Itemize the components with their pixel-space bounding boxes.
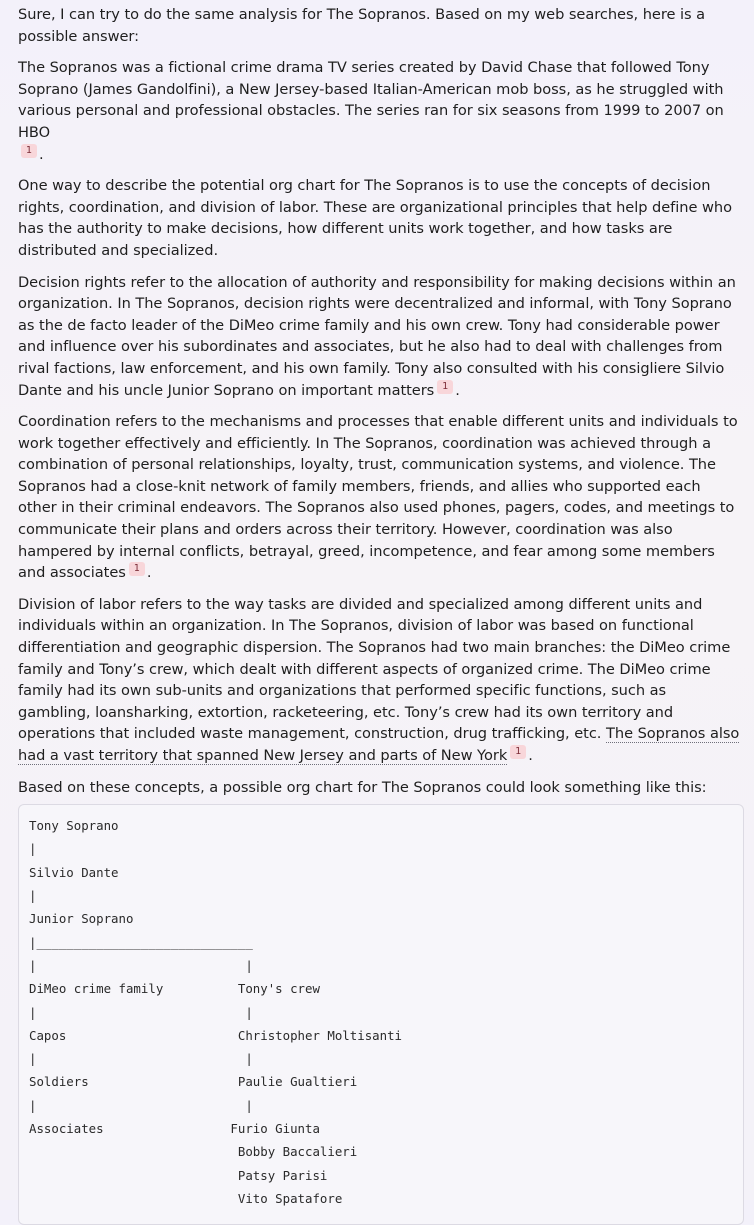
citation-badge[interactable]: 1	[129, 562, 145, 576]
concepts-paragraph: One way to describe the potential org chart for The Sopranos is to use the concepts of decision rights, coordination, and division of labor. These are organizational principles that help define who has the authority to make decisions, how different units work together, and how tasks are distributed and specialized.	[18, 177, 732, 259]
code-line: Associates Furio Giunta	[29, 1121, 320, 1137]
division-of-labor-paragraph	[18, 594, 740, 767]
period: .	[455, 381, 460, 399]
citation-badge[interactable]: 1	[437, 380, 453, 394]
org-chart-lead-paragraph: Based on these concepts, a possible org chart for The Sopranos could look something like this:	[18, 778, 707, 796]
org-chart-code-block[interactable]	[18, 804, 744, 1225]
code-line: Patsy Parisi	[29, 1167, 328, 1183]
division-of-labor-text: Division of labor refers to the way tasks are divided and specialized among different units and individuals within an organization. In The Sopranos, division of labor was based on functional differentiation and geographic dispersion. The Sopranos had two main branches: the DiMeo crime family and Tony’s crew, which dealt with different aspects of organized crime. The DiMeo crime family had its own sub-units and organizations that performed specific functions, such as gambling, loansharking, extortion, racketeering, etc. Tony’s crew had its own territory and operations that included waste management, construction, drug trafficking, etc.	[18, 595, 731, 743]
citation-badge[interactable]: 1	[510, 745, 526, 759]
overview-text: The Sopranos was a fictional crime drama TV series created by David Chase that followed Tony Soprano (James Gandolfini), a New Jersey-based Italian-American mob boss, as he struggled with various personal and professional obstacles. The series ran for six seasons from 1999 to 2007 on HBO	[18, 59, 724, 141]
citation-badge[interactable]: 1	[21, 144, 37, 158]
code-line: | |	[29, 957, 253, 973]
code-line: | |	[29, 1051, 253, 1067]
intro-paragraph: Sure, I can try to do the same analysis for The Sopranos. Based on my web searches, here is a possible answer:	[18, 6, 706, 45]
coordination-paragraph	[18, 411, 740, 584]
code-line: Vito Spatafore	[29, 1190, 343, 1206]
decision-rights-text: Decision rights refer to the allocation of authority and responsibility for making decisions within an organization. In The Sopranos, decision rights were decentralized and informal, with Tony Soprano as the de facto leader of the DiMeo crime family and his own crew. Tony had considerable power and influence over his subordinates and associates, but he also had to deal with challenges from rival factions, law enforcement, and his own family. Tony also consulted with his consigliere Silvio Dante and his uncle Junior Soprano on important matters	[18, 273, 736, 399]
period: .	[146, 564, 152, 582]
code-line: Bobby Baccalieri	[29, 1144, 358, 1160]
code-line: Tony Soprano	[29, 818, 119, 834]
overview-paragraph	[18, 57, 740, 165]
code-line: DiMeo crime family Tony's crew	[29, 981, 320, 997]
period: .	[528, 747, 533, 764]
decision-rights-paragraph	[18, 272, 740, 402]
code-line: |	[29, 888, 37, 904]
code-line: Soldiers Paulie Gualtieri	[29, 1074, 358, 1090]
code-line: |	[29, 841, 37, 857]
code-line: Silvio Dante	[29, 864, 119, 880]
code-line: Capos Christopher Moltisanti	[29, 1027, 402, 1043]
period: .	[39, 145, 44, 163]
code-line: | |	[29, 1097, 253, 1113]
code-line: | |	[29, 1004, 253, 1020]
highlighted-sentence[interactable]: The Sopranos also had a vast territory that spanned New Jersey and parts of New York	[18, 725, 740, 764]
coordination-text: Coordination refers to the mechanisms and processes that enable different units and individuals to work together effectively and efficiently. In The Sopranos, coordination was achieved through a combination of personal relationships, loyalty, trust, communication systems, and violence. The Sopranos had a close-knit network of family members, friends, and allies who supported each other in their criminal endeavors. The Sopranos also used phones, pagers, codes, and meetings to communicate their plans and orders across their territory. However, coordination was also hampered by internal conflicts, betrayal, greed, incompetence, and fear among some members and associates	[18, 413, 738, 582]
code-line: Junior Soprano	[29, 911, 134, 927]
code-line: |_____________________________	[29, 934, 253, 950]
